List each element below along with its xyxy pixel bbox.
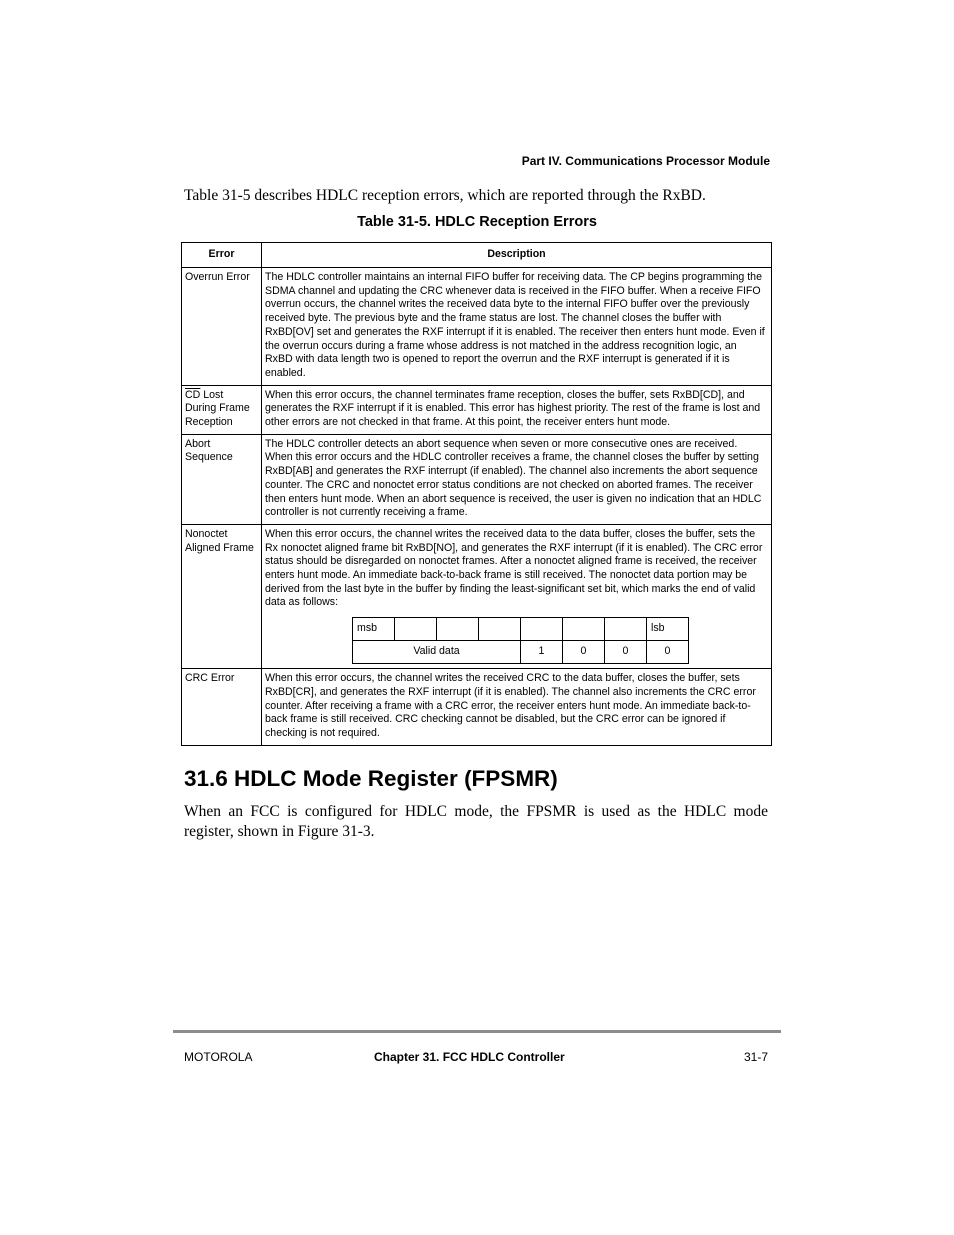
running-head: Part IV. Communications Processor Module xyxy=(521,154,770,168)
bit-diagram-wrap xyxy=(265,610,767,664)
bit-cell xyxy=(479,618,521,641)
bit-cell xyxy=(395,618,437,641)
table-row xyxy=(182,669,772,746)
table-caption: Table 31-5. HDLC Reception Errors xyxy=(357,214,597,230)
footer-company: MOTOROLA xyxy=(184,1050,253,1064)
error-name: Abort Sequence xyxy=(182,434,262,524)
reception-errors-table xyxy=(181,242,772,746)
table-row xyxy=(182,524,772,668)
bit-row-values xyxy=(353,641,689,664)
error-name xyxy=(182,385,262,434)
bit-cell xyxy=(521,618,563,641)
section-body: When an FCC is configured for HDLC mode, the FPSMR is used as the HDLC mode register, shown in Figure 31-3. xyxy=(184,803,768,840)
table-row xyxy=(182,268,772,386)
page-number: 31-7 xyxy=(743,1050,768,1064)
bit-msb-label: msb xyxy=(353,618,395,641)
intro-paragraph: Table 31-5 describes HDLC reception errors, which are reported through the RxBD. xyxy=(184,187,706,204)
table-row xyxy=(182,434,772,524)
column-header-description: Description xyxy=(262,243,772,268)
table-row xyxy=(182,385,772,434)
bit-value: 0 xyxy=(563,641,605,664)
column-header-error: Error xyxy=(182,243,262,268)
bit-cell xyxy=(605,618,647,641)
footer-divider xyxy=(173,1030,781,1033)
error-description: The HDLC controller detects an abort sequence when seven or more consecutive ones are received. When this error occurs and the HDLC controller receives a frame, the channel closes the buffer by setting RxBD[AB] and generates the RXF interrupt (if enabled). The channel also increments the abort sequence counter. The CRC and nonoctet error status conditions are not checked on aborted frames. The receiver then enters hunt mode. When an abort sequence is received, the user is given no indication that an HDLC controller is not currently receiving a frame. xyxy=(262,434,772,524)
error-description-cell xyxy=(262,524,772,668)
bit-lsb-label: lsb xyxy=(647,618,689,641)
footer-chapter: Chapter 31. FCC HDLC Controller xyxy=(374,1050,565,1064)
bit-value: 0 xyxy=(605,641,647,664)
error-description: When this error occurs, the channel writes the received CRC to the data buffer, closes the buffer, sets RxBD[CR], and generates the RXF interrupt (if it is enabled). The channel also increments the CRC error counter. After receiving a frame with a CRC error, the receiver enters hunt mode. An immediate back-to-back frame is still received. CRC checking cannot be disabled, but the CRC error can be ignored if checking is not required. xyxy=(262,669,772,746)
bit-diagram xyxy=(352,617,689,664)
bit-cell xyxy=(437,618,479,641)
bit-row-labels xyxy=(353,618,689,641)
error-description: When this error occurs, the channel terminates frame reception, closes the buffer, sets RxBD[CD], and generates the RXF interrupt if it is enabled. This error has highest priority. The rest of the frame is lost and other errors are not checked in that frame. At this point, the receiver enters hunt mode. xyxy=(262,385,772,434)
error-description: When this error occurs, the channel writes the received data to the data buffer, closes the buffer, sets the Rx nonoctet aligned frame bit RxBD[NO], and generates the RXF interrupt (if it is enabled). The CRC error status should be disregarded on nonoctet frames. After a nonoctet aligned frame is received, the receiver enters hunt mode. An immediate back-to-back frame is still received. The nonoctet data portion may be derived from the last byte in the buffer by finding the least-significant set bit, which marks the end of valid data as follows: xyxy=(265,527,763,609)
error-name: Nonoctet Aligned Frame xyxy=(182,524,262,668)
cd-overline-signal: $\overline{CD}$ xyxy=(185,388,201,401)
bit-value: 1 xyxy=(521,641,563,664)
section-heading: 31.6 HDLC Mode Register (FPSMR) xyxy=(184,766,558,791)
bit-cell xyxy=(563,618,605,641)
error-description: The HDLC controller maintains an internal FIFO buffer for receiving data. The CP begins programming the SDMA channel and updating the CRC whenever data is received in the FIFO buffer. When a receive FIFO overrun occurs, the channel writes the received data byte to the internal FIFO buffer over the previously received byte. The previous byte and the frame status are lost. The channel closes the buffer with RxBD[OV] set and generates the RXF interrupt if it is enabled. The receiver then enters hunt mode. Even if the overrun occurs during a frame whose address is not matched in the address recognition logic, an RxBD with data length two is opened to report the overrun and the RXF interrupt is generated if it is enabled. xyxy=(262,268,772,386)
error-name: Overrun Error xyxy=(182,268,262,386)
valid-data-label: Valid data xyxy=(353,641,521,664)
error-name: CRC Error xyxy=(182,669,262,746)
error-name-rest: Lost During Frame Reception xyxy=(185,388,250,429)
bit-value: 0 xyxy=(647,641,689,664)
table-header-row xyxy=(182,243,772,268)
